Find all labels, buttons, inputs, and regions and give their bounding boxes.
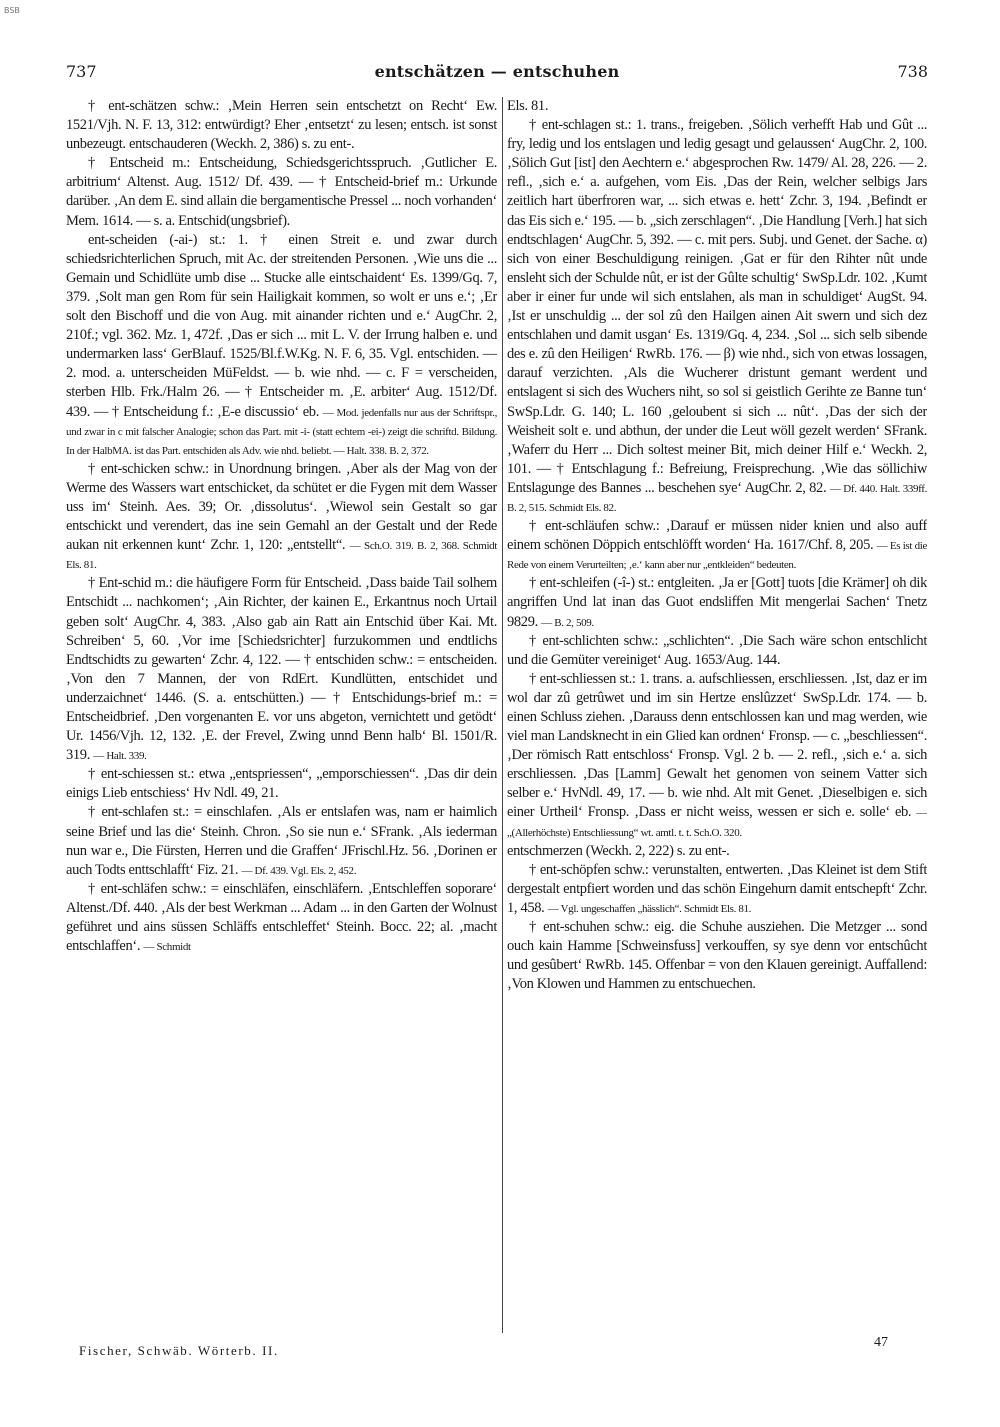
entry-text: † ent-schlagen st.: 1. trans., freigeben. ‚Sölich verhefft Hab und Gût ... fry, ledig und los entslagen und ledig gesagt und gelaussen‘ AugChr. 2, 100. ‚Sölich Gut [ist] den Aechtern e.‘ abgesprochen Rw. 1479/ Al. 28, 226. — 2. refl., ‚sich e.‘ a. aufgehen, vom Eis. ‚Das der Rein, welcher selbigs Jars zeitlich hart überfroren war, ... sich etwas e. hett‘ Zchr. 3, 194. ‚Befindt er das Eis sich e.‘ 195. — b. „sich zerschlagen“. ‚Die Handlung [Verh.] hat sich endtschlagen‘ AugChr. 5, 392. — c. mit pers. Subj. und Genet. der Sache. α) sich von einer Beschuldigung reinigen. ‚Gat er für den Rihter nût unde ensleht sich der Schulde nût, er ist der Gûlte schultig‘ SwSp.Ldr. 102. ‚Kumt aber ir einer fur unde wil sich entslahen, als man in schuldiget‘ AugSt. 94. ‚Ist er unschuldig ... der sol zû den Hailgen ainen Ait swern und sich dez entschlahen und damit usgan‘ Es. 1319/Gq. 4, 234. ‚Sol ... sich selb sibende des e. zû den Heiligen‘ RwRb. 176. — β) wie nhd., sich von etwas lossagen, darauf verzichten. ‚Als die Wucherer dristunt gemant werdent und entslagent si sich des Wuchers niht, so sol si geistlich Gerihte ze Banne tun‘ SwSp.Ldr. G. 140; L. 160 ‚geloubent si sich ... nût‘. ‚Das der sich der Weisheit solt e. und abthun, der under die Leut wöll gezelt werden‘ SFrank. ‚Waferr du Herr ... Dich soltest meiner Bit, mich deiner Hilf e.‘ Weckh. 2, 101. — † Entschlagung f.: Befreiung, Freisprechung. ‚Wie das söllichiw Entslagunge des Bannes ... beschehen sye‘ AugChr. 2, 82. <box>507 117 927 496</box>
entry-reference-note: — Mod. jedenfalls nur aus der Schriftspr., und zwar in c mit falscher Analogie; schon das Part. mit -i- (statt echtem -ei-) zeigt die schriftd. Bildung. In der HalbMA. ist das Part. entschiden als Adv. wie nhd. beliebt. — Halt. 338. B. 2, 372. <box>66 406 497 457</box>
entry-text: † ent-schicken schw.: in Unordnung bringen. ‚Aber als der Mag von der Werme des Wassers wart entschicket, da schütet er die Fygen mit dem Wasser uss im‘ Steinh. Aes. 39; Or. ‚dissolutus‘. ‚Wiewol sein Gestalt so gar entschickt und verendert, das ine sein Gemahl an der Gestalt und der Rede aukan nit erkennen kunt‘ Zchr. 1, 120: „entstellt“. <box>66 460 497 554</box>
entry-reference-note: — Vgl. ungeschaffen „hässlich“. Schmidt Els. 81. <box>547 902 752 915</box>
entry-text: ent-scheiden (-ai-) st.: 1. † einen Streit e. und zwar durch schiedsrichterlichen Spruch, mit Ac. der streitenden Personen. ‚Wie uns die ... Gemain und Schidlüte umb dise ... Stucke alle eintschaident‘ Es. 1399/Gq. 7, 379. ‚Solt man gen Rom für sein Hailigkait kommen, so wolt er uns e.‘; ‚Er solt den Bischoff und die von Aug. mit ainander richten und e.‘ AugChr. 2, 210f.; vgl. 362. Mz. 1, 472f. ‚Das er sich ... mit L. V. der Irrung halben e. und undermarken lass‘ GerBlauf. 1525/Bl.f.W.Kg. N. F. 6, 35. Vgl. entschiden. — 2. mod. a. unterscheiden MüFeldst. — b. wie nhd. — c. F = verscheiden, sterben Hlb. Frk./Halm 26. — † Entscheider m. ‚E. arbiter‘ Aug. 1512/Df. 439. — † Entscheidung f.: ‚E-e discussio‘ eb. <box>66 231 497 420</box>
left-column <box>66 97 497 1337</box>
dictionary-entry <box>507 574 927 631</box>
dictionary-entry <box>507 670 927 842</box>
entry-text: Els. 81. <box>507 98 549 114</box>
entry-text: † ent-schliessen st.: 1. trans. a. aufschliessen, erschliessen. ‚Ist, daz er im wol dar zû getrûwet und im sin Hertze enslûzzet‘ SwSp.Ldr. 174. — b. einen Schluss ziehen. ‚Darauss denn entschlossen kan und mag werden, wie viel man Landsknecht in ein Glied kan ordnen‘ Fronsp. — c. „beschliessen“. ‚Der römisch Ratt entschloss‘ Fronsp. Vgl. 2 b. — 2. refl., ‚sich e.‘ a. sich erschliessen. ‚Das [Lamm] Gewalt het genomen von seinem Vatter sich selber e.‘ HvNdl. 49, 17. — b. wie nhd. Alt mit Genet. ‚Dieselbigen e. sich einer Urtheil‘ Fronsp. ‚Dass er nicht weiss, wessen er sich e. solle‘ eb. <box>507 670 927 821</box>
dictionary-entry <box>66 460 497 575</box>
entry-reference-note: — Df. 440. Halt. 339ff. B. 2, 515. Schmidt Els. 82. <box>507 482 927 514</box>
entry-text: † ent-schätzen schw.: ‚Mein Herren sein entschetzt on Recht‘ Ew. 1521/Vjh. N. F. 13, 312: entwürdigt? Eher ‚entsetzt‘ zu lesen; entsch. ist sonst unbezeugt. entschauderen (Weckh. 2, 386) s. zu ent-. <box>66 98 497 153</box>
entry-text: † ent-schuhen schw.: eig. die Schuhe ausziehen. Die Metzger ... sond ouch kain Hamme [Schweinsfuss] verkouffen, sy sye denn vor entschûcht und gesûbert‘ RwRb. 145. Offenbar = von den Klauen gereinigt. Auffallend: ‚Von Klowen und Hammen zu entschuechen. <box>507 919 927 993</box>
continuation-line <box>507 842 927 861</box>
dictionary-entry <box>66 97 497 154</box>
entry-text: † Entscheid m.: Entscheidung, Schiedsgerichtsspruch. ‚Gutlicher E. arbitrium‘ Altenst. Aug. 1512/ Df. 439. — † Entscheid-brief m.: Urkunde darüber. ‚An dem E. sind allain die bergamentische Pressel ... noch vorhanden‘ Mem. 1614. — s. a. Entschid(ungsbrief). <box>66 155 497 229</box>
page-number-left: 737 <box>66 62 97 81</box>
dictionary-entry <box>507 517 927 574</box>
dictionary-entry <box>66 574 497 765</box>
entry-reference-note: — Halt. 339. <box>93 750 147 763</box>
entry-text: † ent-schläfen schw.: = einschläfen, einschläfern. ‚Entschleffen soporare‘ Altenst./Df. 440. ‚Als der best Werkman ... Adam ... in den Garten der Wolnust geführet und ains süssen Schläffs entschleffet‘ Steinh. Bocc. 22; al. ‚macht entschlaffen‘. <box>66 880 497 955</box>
entry-reference-note: — Schmidt <box>143 941 191 954</box>
running-header <box>66 62 928 86</box>
dictionary-entry <box>66 765 497 803</box>
sheet-number: 47 <box>874 1335 888 1350</box>
column-divider <box>502 97 503 1333</box>
entry-text: † Ent-schid m.: die häufigere Form für Entscheid. ‚Dass baide Tail solhem Entschidt ... nachkomen‘; ‚Ain Richter, der kainen E., Erkantnus noch Urtail geben solt‘ AugChr. 4, 383. ‚Also gab ain Ratt ain Entschid über Kai. Mt. Schreiben‘ 5, 60. ‚Vor ime [Schiedsrichter] furzukommen und endtlichs Endtschidts zu gewarten‘ Zchr. 4, 122. — † entschiden schw.: = entscheiden. ‚Von den 7 Mannen, der von RdErt. Kundlütten, entschidet und underzaichnet‘ 1446. (S. a. entschütten.) — † Entschidungs-brief m.: = Entscheidbrief. ‚Den vorgenanten E. vor uns abgeton, vernichtett und getödt‘ Ur. 1456/Vjh. 12, 132. ‚E. der Frevel, Zwing unnd Benn halb‘ Bl. 1501/R. 319. <box>66 575 497 764</box>
dictionary-entry <box>507 632 927 670</box>
entry-text: entschmerzen (Weckh. 2, 222) s. zu ent-. <box>507 842 730 859</box>
dictionary-entry <box>66 880 497 956</box>
entry-text: † ent-schläufen schw.: ‚Darauf er müssen nider knien und also auff einem schönen Döppich entschlöfft worden‘ Ha. 1617/Chf. 8, 205. <box>507 518 927 554</box>
entry-reference-note: — Sch.O. 319. B. 2, 368. Schmidt Els. 81. <box>66 540 497 572</box>
entry-text: † ent-schlichten schw.: „schlichten“. ‚Die Sach wäre schon entschlicht und die Gemüter vereiniget‘ Aug. 1653/Aug. 144. <box>507 632 927 668</box>
running-title: entschätzen — entschuhen <box>374 62 620 81</box>
entry-reference-note: — Es ist die Rede von einem Verurteilten; ‚e.‘ kann aber nur „entkleiden“ bedeuten. <box>507 540 927 572</box>
entry-text: † ent-schleifen (-î-) st.: entgleiten. ‚Ja er [Gott] tuots [die Krämer] oh dik angriffen Und lat inan das Guot endsliffen Mit mengerlai Sachen‘ Tnetz 9829. <box>507 575 927 630</box>
page-number-right: 738 <box>897 62 928 81</box>
entry-reference-note: — Df. 439. Vgl. Els. 2, 452. <box>241 864 357 877</box>
dictionary-entry <box>66 231 497 460</box>
entry-text: † ent-schiessen st.: etwa „entspriessen“, „emporschiessen“. ‚Das dir dein einigs Lieb entschiess‘ Hv Ndl. 49, 21. <box>66 766 497 802</box>
footer-signature: Fischer, Schwäb. Wörterb. II. <box>79 1343 279 1358</box>
entry-text: † ent-schöpfen schw.: verunstalten, entwerten. ‚Das Kleinet ist dem Stift dergestalt entpfiert worden und das schön Eingehurn damit entschepft‘ Zchr. 1, 458. <box>507 861 927 916</box>
dictionary-entry <box>66 803 497 879</box>
dictionary-entry <box>507 918 927 994</box>
dictionary-entry <box>66 154 497 230</box>
library-stamp: BSB <box>4 6 20 15</box>
right-column <box>507 97 927 1337</box>
dictionary-entry <box>507 861 927 918</box>
entry-text: † ent-schlafen st.: = einschlafen. ‚Als er entslafen was, nam er haimlich seine Brief und las die‘ Steinh. Chron. ‚So sie nun e.‘ SFrank. ‚Als iederman nun war e., Die Fürsten, Herren und die Graffen‘ JFrischl.Hz. 56. ‚Dorinen er auch Todts enttschlafft‘ Fiz. 21. <box>66 804 497 878</box>
entry-reference-note: — B. 2, 509. <box>541 616 594 629</box>
dictionary-entry <box>507 116 927 517</box>
entry-reference-note: — „(Allerhöchste) Entschliessung“ wt. amtl. t. t. Sch.O. 320. <box>507 807 927 839</box>
continuation-line <box>507 97 927 116</box>
